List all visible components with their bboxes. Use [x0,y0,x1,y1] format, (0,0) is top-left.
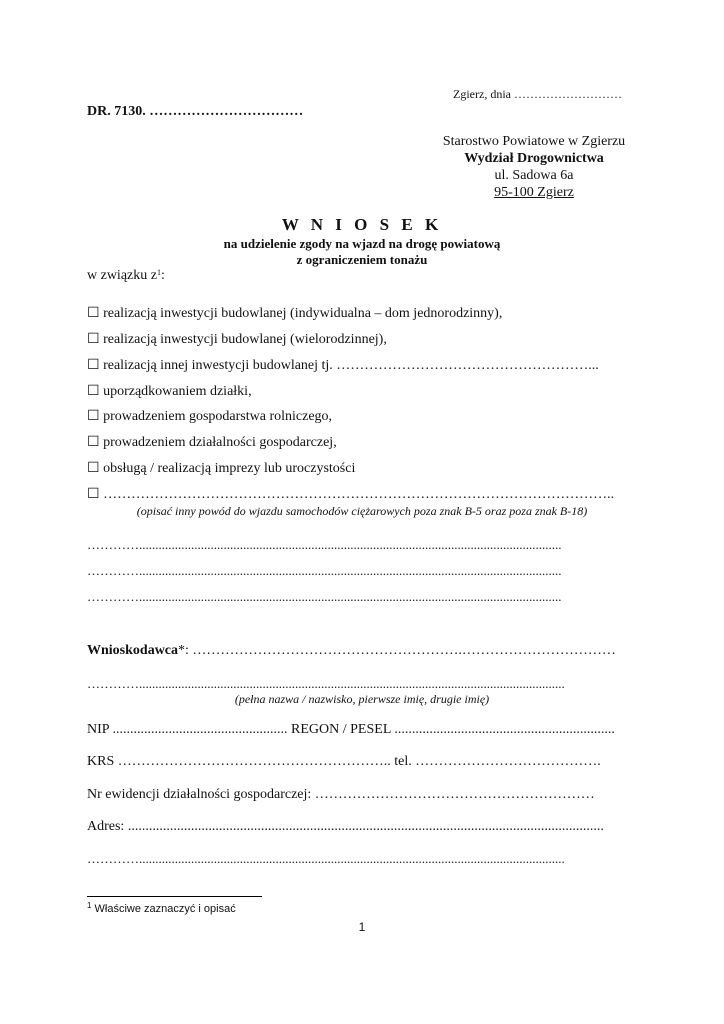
option-label: ……………………………………………………………………………………………….. [103,487,615,502]
footnote-divider [87,896,262,897]
option-item[interactable] [87,460,355,477]
intro-text [87,268,165,284]
intro-colon: : [160,268,165,283]
option-item[interactable] [87,434,337,451]
addressee-line-1: Starostwo Powiatowe w Zgierzu [442,134,626,149]
address-line-2[interactable]: …………................................................................................................................................... [87,851,565,866]
date-line: Zgierz, dnia ……………………… [453,87,622,101]
applicant-name-hint: (pełna nazwa / nazwisko, pierwsze imię, drugie imię) [234,692,490,706]
option-label: obsługą / realizacją imprezy lub uroczystości [103,461,356,476]
checkbox-icon[interactable]: ☐ [87,306,100,321]
fill-line[interactable]: ………….................................................................................................................................. [87,537,562,552]
option-item[interactable] [87,331,387,348]
applicant-line[interactable] [87,643,616,659]
checkbox-icon[interactable]: ☐ [87,487,100,502]
checkbox-icon[interactable]: ☐ [87,435,100,450]
addressee-line-4: 95-100 Zgierz [494,185,574,200]
option-item[interactable] [87,305,502,322]
checkbox-icon[interactable]: ☐ [87,332,100,347]
option-label: realizacją innej inwestycji budowlanej tj. ………………………………………………... [103,358,599,373]
applicant-asterisk: * [178,643,186,658]
checkbox-icon[interactable]: ☐ [87,461,100,476]
option-label: realizacją inwestycji budowlanej (indywidualna – dom jednorodzinny), [103,306,503,321]
option-item[interactable] [87,486,614,503]
checkbox-icon[interactable]: ☐ [87,409,100,424]
page-number: 1 [358,920,366,934]
applicant-field[interactable]: : ………………………………………………….…………………………… [185,643,616,658]
footnote [87,903,236,915]
option-label: prowadzeniem działalności gospodarczej, [103,435,337,450]
form-subtitle-2: z ograniczeniem tonażu [296,252,428,267]
option-label: uporządkowaniem działki, [103,384,252,399]
footnote-text: Właściwe zaznaczyć i opisać [94,903,236,915]
checkbox-icon[interactable]: ☐ [87,358,100,373]
addressee-line-3: ul. Sadowa 6a [494,168,574,183]
option-item[interactable] [87,408,332,425]
option-item[interactable] [87,357,599,374]
option-label: prowadzeniem gospodarstwa rolniczego, [103,409,333,424]
option-label: realizacją inwestycji budowlanej (wielorodzinnej), [103,332,387,347]
form-title: W N I O S E K [281,215,443,234]
address-field[interactable]: Adres: ........................................................................................................................................ [87,819,604,834]
checkbox-icon[interactable]: ☐ [87,384,100,399]
option-item[interactable] [87,383,252,400]
fill-line[interactable]: ………….................................................................................................................................. [87,589,562,604]
footnote-mark: 1 [87,901,92,910]
addressee-line-2: Wydział Drogownictwa [464,151,604,166]
applicant-label: Wnioskodawca [87,643,179,658]
krs-tel-field[interactable]: KRS ………………………………………………….. tel. …………………………………. [87,754,601,769]
business-registry-field[interactable]: Nr ewidencji działalności gospodarczej: …………………………………………………… [87,787,595,802]
case-number: DR. 7130. …………………………… [87,104,304,119]
nip-regon-field[interactable]: NIP .................................................. REGON / PESEL ............................................................... [87,722,615,737]
fill-line[interactable]: ………….................................................................................................................................. [87,563,562,578]
form-subtitle-1: na udzielenie zgody na wjazd na drogę powiatową [223,236,501,251]
footnote-ref: 1 [156,268,161,277]
applicant-name-line[interactable]: …………................................................................................................................................... [87,676,565,691]
other-reason-hint: (opisać inny powód do wjazdu samochodów ciężarowych poza znak B-5 oraz poza znak B-18) [136,504,588,518]
intro-label: w związku z [87,268,157,283]
